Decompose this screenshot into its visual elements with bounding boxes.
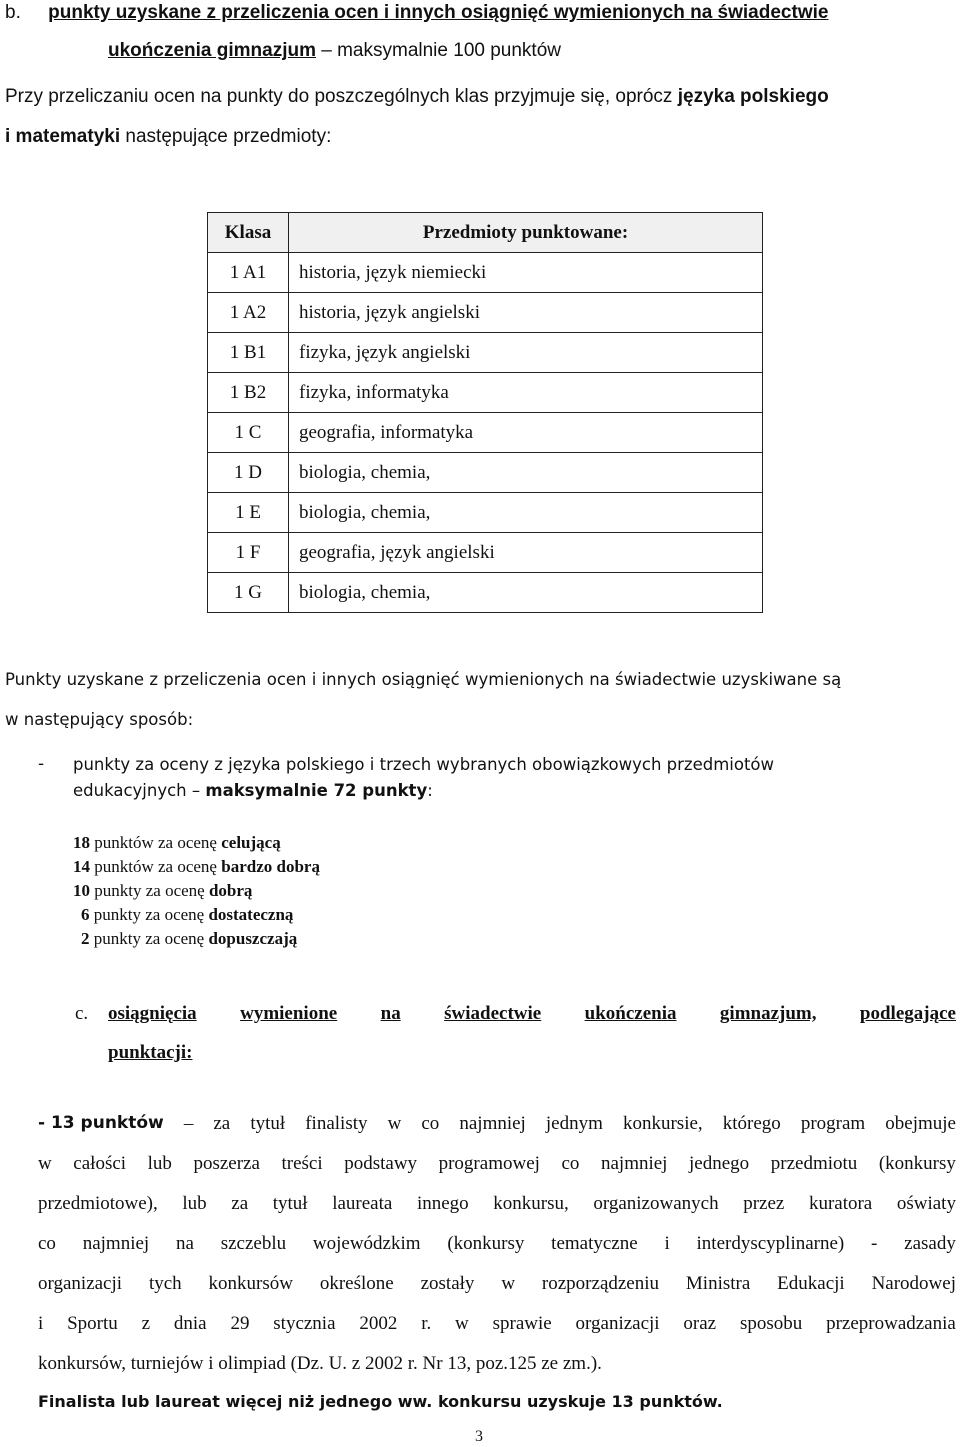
paragraph-word: konkursu, (493, 1193, 569, 1214)
cell-przedmioty: geografia, język angielski (289, 533, 763, 573)
paragraph-line2 (38, 1153, 956, 1175)
paragraph-word: wojewódzkim (312, 1233, 421, 1254)
paragraph-word: treści (281, 1153, 323, 1174)
grade-points: 14 (73, 857, 90, 876)
cell-przedmioty: historia, język angielski (289, 293, 763, 333)
intro-line1 (5, 86, 829, 108)
paragraph-word: przedmiotu (770, 1153, 858, 1174)
cell-klasa: 1 A2 (208, 293, 289, 333)
paragraph-word: konkursów (208, 1273, 293, 1294)
paragraph-word: całości (73, 1153, 127, 1174)
table-row (208, 333, 763, 373)
paragraph-word: podstawy (344, 1153, 418, 1174)
grade-text: punkty za ocenę (89, 929, 209, 948)
paragraph-line1 (38, 1113, 956, 1135)
section-c-heading-line2: punktacji: (108, 1042, 193, 1063)
grade-name: dopuszczają (208, 929, 298, 948)
grade-name: dobrą (208, 881, 253, 900)
paragraph-word: 29 (230, 1313, 250, 1334)
paragraph-line7: konkursów, turniejów i olimpiad (Dz. U. z 2002 r. Nr 13, poz.125 ze zm.). (38, 1353, 602, 1374)
paragraph-word: tytuł (250, 1113, 286, 1134)
bullet-line2-c: : (427, 781, 433, 800)
paragraph-word: określone (319, 1273, 394, 1294)
paragraph-word: z (141, 1313, 151, 1334)
cell-klasa: 1 B2 (208, 373, 289, 413)
table-row (208, 453, 763, 493)
paragraph-word: 2002 (359, 1313, 398, 1334)
paragraph-word: program (800, 1113, 866, 1134)
paragraph-word: organizowanych (593, 1193, 719, 1214)
section-b-heading-line1: punkty uzyskane z przeliczenia ocen i innych osiągnięć wymienionych na świadectwie (48, 2, 829, 23)
section-b-heading-line2 (108, 40, 561, 62)
table-row (208, 413, 763, 453)
subjects-table (207, 212, 763, 613)
paragraph-word: w (455, 1313, 469, 1334)
section-c-heading-line1 (108, 1003, 956, 1025)
section-b-heading-underlined: ukończenia gimnazjum (108, 40, 316, 61)
paragraph-bold-lead: - 13 punktów (38, 1113, 164, 1133)
paragraph-word: programowej (438, 1153, 540, 1174)
paragraph-word: tych (148, 1273, 182, 1294)
section-b-letter: b. (5, 2, 21, 23)
heading-word: wymienione (240, 1003, 338, 1024)
paragraph-word: finalisty (305, 1113, 368, 1134)
cell-przedmioty: fizyka, informatyka (289, 373, 763, 413)
paragraph-word: poszerza (193, 1153, 260, 1174)
paragraph-word: Narodowej (871, 1273, 956, 1294)
paragraph-word: stycznia (273, 1313, 336, 1334)
paragraph-word: oraz (683, 1313, 717, 1334)
paragraph-word: najmniej (600, 1153, 668, 1174)
cell-przedmioty: fizyka, język angielski (289, 333, 763, 373)
grade-item (73, 881, 252, 901)
grade-text: punkty za ocenę (89, 905, 209, 924)
paragraph-word: konkursie, (622, 1113, 703, 1134)
table-row (208, 573, 763, 613)
paragraph-word: na (175, 1233, 194, 1254)
paragraph-line4 (38, 1233, 956, 1255)
paragraph-word: za (213, 1113, 231, 1134)
paragraph-word: przez (743, 1193, 785, 1214)
paragraph-word: zasady (904, 1233, 956, 1254)
grade-name: bardzo dobrą (221, 857, 320, 876)
paragraph-word: - (871, 1233, 878, 1254)
grade-points: 2 (81, 929, 90, 948)
paragraph-word: najmniej (459, 1113, 526, 1134)
paragraph-line3 (38, 1193, 956, 1215)
paragraph-word: w (501, 1273, 516, 1294)
paragraph-word: laureata (332, 1193, 393, 1214)
heading-word: świadectwie (444, 1003, 542, 1024)
paragraph-word: Ministra (685, 1273, 751, 1294)
grade-item (81, 929, 297, 949)
table-row (208, 533, 763, 573)
final-statement: Finalista lub laureat więcej niż jednego ww. konkursu uzyskuje 13 punktów. (38, 1392, 723, 1411)
heading-word: osiągnięcia (108, 1003, 197, 1024)
paragraph-line5 (38, 1273, 956, 1295)
paragraph-word: r. (421, 1313, 432, 1334)
table-row (208, 373, 763, 413)
paragraph-word: co (421, 1113, 440, 1134)
grade-points: 10 (73, 881, 90, 900)
cell-przedmioty: historia, język niemiecki (289, 253, 763, 293)
cell-klasa: 1 B1 (208, 333, 289, 373)
bullet-dash: - (38, 754, 45, 774)
paragraph-word: i (38, 1313, 44, 1334)
heading-word: na (380, 1003, 401, 1024)
heading-word: gimnazjum, (719, 1003, 817, 1024)
paragraph-word: przeprowadzania (826, 1313, 956, 1334)
bullet-line1: punkty za oceny z języka polskiego i trzech wybranych obowiązkowych przedmiotów (73, 755, 775, 774)
table-row (208, 493, 763, 533)
grade-item (81, 905, 293, 925)
paragraph-word: w (38, 1153, 52, 1174)
paragraph-word: i (664, 1233, 670, 1254)
grade-name: celującą (221, 833, 281, 852)
cell-klasa: 1 F (208, 533, 289, 573)
intro-text-a: Przy przeliczaniu ocen na punkty do poszczególnych klas przyjmuje się, oprócz (5, 86, 678, 107)
table-row (208, 253, 763, 293)
paragraph-word: organizacji (38, 1273, 123, 1294)
intro-text-b: języka polskiego (677, 86, 829, 107)
paragraph-word: jednego (689, 1153, 750, 1174)
table-row (208, 293, 763, 333)
paragraph-word: przedmiotowe), (38, 1193, 158, 1214)
points-line2: w następujący sposób: (5, 710, 194, 729)
paragraph-word: co (561, 1153, 580, 1174)
paragraph-word: organizacji (575, 1313, 660, 1334)
paragraph-word: (konkursy (878, 1153, 956, 1174)
cell-klasa: 1 G (208, 573, 289, 613)
heading-word: ukończenia (584, 1003, 677, 1024)
paragraph-word: zostały (420, 1273, 475, 1294)
paragraph-word: Sportu (67, 1313, 118, 1334)
grade-text: punktów za ocenę (90, 833, 222, 852)
section-c-letter: c. (75, 1003, 89, 1024)
grade-points: 18 (73, 833, 90, 852)
grade-points: 6 (81, 905, 90, 924)
paragraph-word: obejmuje (885, 1113, 956, 1134)
paragraph-word: (konkursy (447, 1233, 525, 1254)
header-przedmioty: Przedmioty punktowane: (289, 213, 763, 253)
cell-przedmioty: geografia, informatyka (289, 413, 763, 453)
intro-text-c: i matematyki (5, 126, 121, 147)
paragraph-word: w (387, 1113, 402, 1134)
paragraph-word: jednym (545, 1113, 603, 1134)
bullet-line2 (73, 781, 433, 800)
page-number: 3 (475, 1428, 483, 1445)
paragraph-word: lub (147, 1153, 172, 1174)
paragraph-word: innego (416, 1193, 469, 1214)
paragraph-word: Edukacji (777, 1273, 845, 1294)
paragraph-word: tematyczne (551, 1233, 638, 1254)
cell-przedmioty: biologia, chemia, (289, 493, 763, 533)
cell-przedmioty: biologia, chemia, (289, 453, 763, 493)
cell-klasa: 1 D (208, 453, 289, 493)
bullet-line2-b: maksymalnie 72 punkty (205, 781, 428, 800)
intro-line2 (5, 126, 331, 148)
paragraph-word: rozporządzeniu (541, 1273, 660, 1294)
cell-klasa: 1 C (208, 413, 289, 453)
paragraph-word: dnia (173, 1313, 207, 1334)
grade-item (73, 833, 281, 853)
grade-name: dostateczną (208, 905, 294, 924)
paragraph-word: za (231, 1193, 249, 1214)
paragraph-word: tytuł (272, 1193, 308, 1214)
grade-text: punkty za ocenę (90, 881, 209, 900)
section-b-heading-rest: – maksymalnie 100 punktów (315, 40, 561, 61)
bullet-line2-a: edukacyjnych – (73, 781, 206, 800)
grade-item (73, 857, 320, 877)
section-b-heading (5, 2, 828, 24)
paragraph-word: szczeblu (220, 1233, 287, 1254)
paragraph-word: sprawie (492, 1313, 552, 1334)
paragraph-line6 (38, 1313, 956, 1335)
paragraph-word: co (38, 1233, 56, 1254)
header-klasa: Klasa (208, 213, 289, 253)
intro-text-d: następujące przedmioty: (120, 126, 332, 147)
paragraph-word: najmniej (82, 1233, 150, 1254)
grade-text: punktów za ocenę (90, 857, 222, 876)
cell-klasa: 1 E (208, 493, 289, 533)
paragraph-word: sposobu (739, 1313, 803, 1334)
heading-word: podlegające (859, 1003, 956, 1024)
paragraph-word: którego (722, 1113, 781, 1134)
cell-przedmioty: biologia, chemia, (289, 573, 763, 613)
paragraph-word: lub (182, 1193, 207, 1214)
table-header-row (208, 213, 763, 253)
paragraph-word: interdyscyplinarne) (696, 1233, 845, 1254)
cell-klasa: 1 A1 (208, 253, 289, 293)
paragraph-word: oświaty (896, 1193, 956, 1214)
points-line1: Punkty uzyskane z przeliczenia ocen i innych osiągnięć wymienionych na świadectwie uzyskiwane są (5, 670, 842, 689)
paragraph-word: kuratora (808, 1193, 873, 1214)
paragraph-word: – (183, 1113, 194, 1134)
